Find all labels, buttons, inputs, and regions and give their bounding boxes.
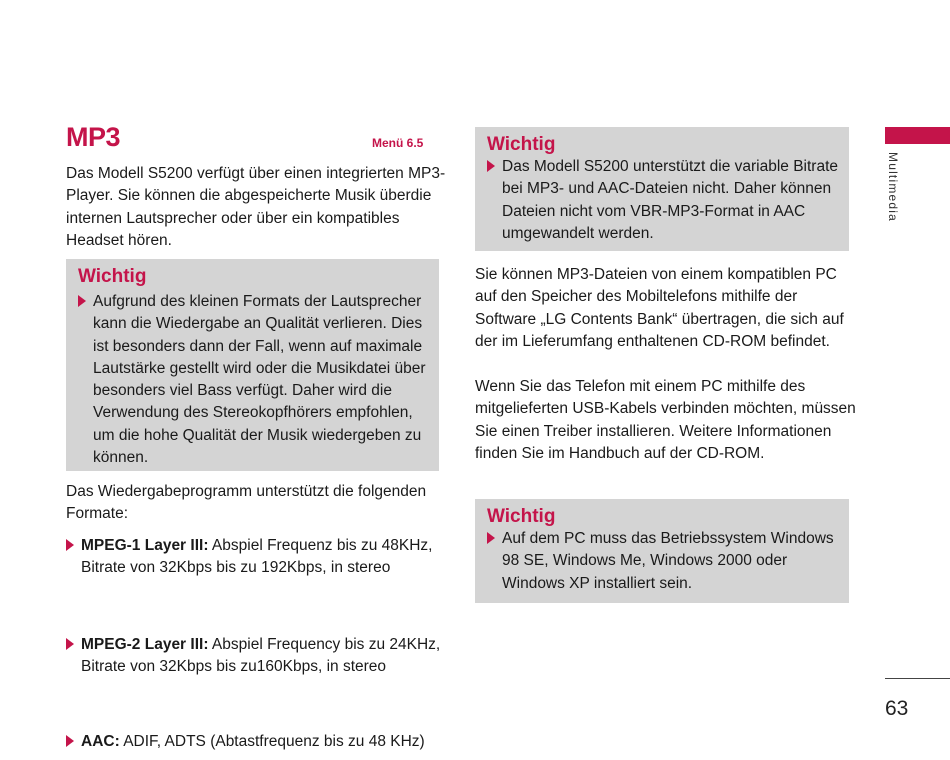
section-marker-bar [885, 127, 950, 144]
page-number: 63 [885, 697, 909, 720]
note-text: Das Modell S5200 unterstützt die variable Bitrate bei MP3- und AAC-Dateien nicht. Daher können Dateien nicht vom VBR-MP3-Format in AAC umgewandelt werden. [502, 158, 839, 242]
note-body [487, 528, 839, 595]
format-text: ADIF, ADTS (Abtastfrequenz bis zu 48 KHz) [119, 733, 425, 751]
triangle-bullet-icon [78, 295, 86, 307]
format-item-mpeg2 [66, 634, 446, 679]
intro-paragraph: Das Modell S5200 verfügt über einen integrierten MP3-Player. Sie können die abgespeicherte Musik überdie internen Lautsprecher oder über ein kompatibles Headset hören. [66, 165, 446, 249]
triangle-bullet-icon [66, 735, 74, 747]
note-text: Auf dem PC muss das Betriebssystem Windows 98 SE, Windows Me, Windows 2000 oder Windows XP installiert sein. [502, 530, 834, 592]
triangle-bullet-icon [66, 638, 74, 650]
section-label-text: Multimedia [886, 152, 900, 223]
format-item-mpeg1 [66, 535, 446, 580]
usb-paragraph: Wenn Sie das Telefon mit einem PC mithilfe des mitgelieferten USB-Kabels verbinden möchten, müssen Sie einen Treiber installieren. Weitere Informationen finden Sie im Handbuch auf der CD-ROM. [475, 378, 856, 462]
note-text: Aufgrund des kleinen Formats der Lautsprecher kann die Wiedergabe an Qualität verlieren. Dies ist besonders dann der Fall, wenn auf maximale Lautstärke gestellt wird oder die Musikdatei über besonders viel Bass verfügt. Daher wird die Verwendung des Stereokopfhörers empfohlen, um die hohe Qualität der Musik wiedergeben zu können. [93, 293, 426, 467]
triangle-bullet-icon [487, 160, 495, 172]
note-body [487, 156, 839, 245]
menu-reference: Menü 6.5 [372, 136, 424, 150]
format-label: MPEG-2 Layer III: [81, 635, 209, 653]
formats-intro: Das Wiedergabeprogramm unterstützt die folgenden Formate: [66, 483, 427, 523]
format-label: AAC: [81, 733, 120, 751]
note-title: Wichtig [487, 506, 556, 527]
format-text: Abspiel Frequency bis zu 24KHz, Bitrate von 32Kbps bis zu160Kbps, in stereo [81, 635, 441, 675]
page-title: MP3 [66, 122, 121, 152]
triangle-bullet-icon [66, 539, 74, 551]
note-body [78, 291, 430, 469]
format-text: Abspiel Frequenz bis zu 48KHz, Bitrate von 32Kbps bis zu 192Kbps, in stereo [81, 537, 433, 577]
page-number-divider [885, 678, 950, 679]
section-side-label [880, 152, 910, 242]
note-title: Wichtig [78, 266, 147, 287]
format-item-aac [66, 731, 446, 753]
format-label: MPEG-1 Layer III: [81, 537, 209, 554]
triangle-bullet-icon [487, 532, 495, 544]
note-title: Wichtig [487, 134, 556, 155]
note-box-sound-quality [66, 259, 439, 471]
transfer-paragraph: Sie können MP3-Dateien von einem kompatiblen PC auf den Speicher des Mobiltelefons mithilfe der Software „LG Contents Bank“ übertragen, die sich auf der im Lieferumfang enthaltenen CD-ROM befindet. [475, 266, 844, 350]
note-box-vbr [475, 127, 849, 251]
note-box-windows [475, 499, 849, 603]
